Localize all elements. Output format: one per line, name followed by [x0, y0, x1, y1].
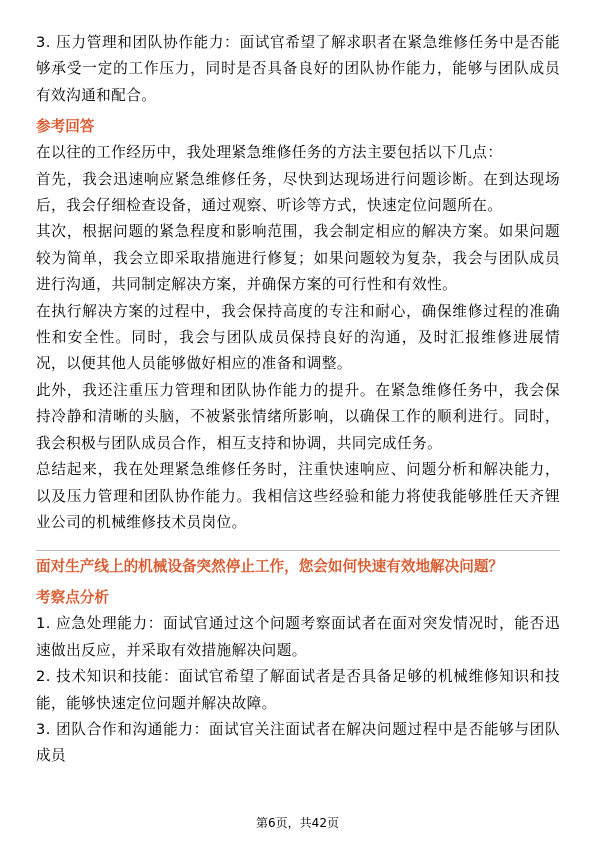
- paragraph: 2. 技术知识和技能：面试官希望了解面试者是否具备足够的机械维修知识和技能，能够快速定位问题并解决故障。: [36, 668, 560, 712]
- paragraph: 总结起来，我在处理紧急维修任务时，注重快速响应、问题分析和解决能力，以及压力管理和团队协作能力。我相信这些经验和能力将使我能够胜任天齐锂业公司的机械维修技术员岗位。: [36, 461, 560, 531]
- paragraph: 1. 应急处理能力：面试官通过这个问题考察面试者在面对突发情况时，能否迅速做出反应，并采取有效措施解决问题。: [36, 615, 560, 659]
- analysis-points: [36, 611, 560, 769]
- reference-answer-heading: 参考回答: [36, 118, 95, 136]
- paragraph: 在执行解决方案的过程中，我会保持高度的专注和耐心，确保维修过程的准确性和安全性。同时，我会与团队成员保持良好的沟通，及时汇报维修进展情况，以便其他人员能够做好相应的准备和调整。: [36, 302, 560, 373]
- page-content: [36, 30, 560, 770]
- page-number: 第6页，共42页: [256, 816, 339, 830]
- reference-answer: [36, 140, 560, 536]
- section-divider: [36, 550, 560, 551]
- paragraph: 此外，我还注重压力管理和团队协作能力的提升。在紧急维修任务中，我会保持冷静和清晰的头脑，不被紧张情绪所影响，以确保工作的顺利进行。同时，我会积极与团队成员合作，相互支持和协调，共同完成任务。: [36, 381, 560, 452]
- analysis-heading: 考察点分析: [36, 589, 109, 607]
- paragraph: 3. 压力管理和团队协作能力：面试官希望了解求职者在紧急维修任务中是否能够承受一定的工作压力，同时是否具备良好的团队协作能力，能够与团队成员有效沟通和配合。: [36, 34, 560, 104]
- paragraph: 其次，根据问题的紧急程度和影响范围，我会制定相应的解决方案。如果问题较为简单，我会立即采取措施进行修复；如果问题较为复杂，我会与团队成员进行沟通，共同制定解决方案，并确保方案的可行性和有效性。: [36, 223, 560, 294]
- paragraph: 首先，我会迅速响应紧急维修任务，尽快到达现场进行问题诊断。在到达现场后，我会仔细检查设备，通过观察、听诊等方式，快速定位问题所在。: [36, 170, 560, 215]
- question-title: 面对生产线上的机械设备突然停止工作，您会如何快速有效地解决问题？: [36, 558, 504, 576]
- previous-analysis: [36, 30, 560, 109]
- paragraph: 3. 团队合作和沟通能力：面试官关注面试者在解决问题过程中是否能够与团队成员: [36, 720, 560, 765]
- paragraph: 在以往的工作经历中，我处理紧急维修任务的方法主要包括以下几点：: [36, 144, 503, 162]
